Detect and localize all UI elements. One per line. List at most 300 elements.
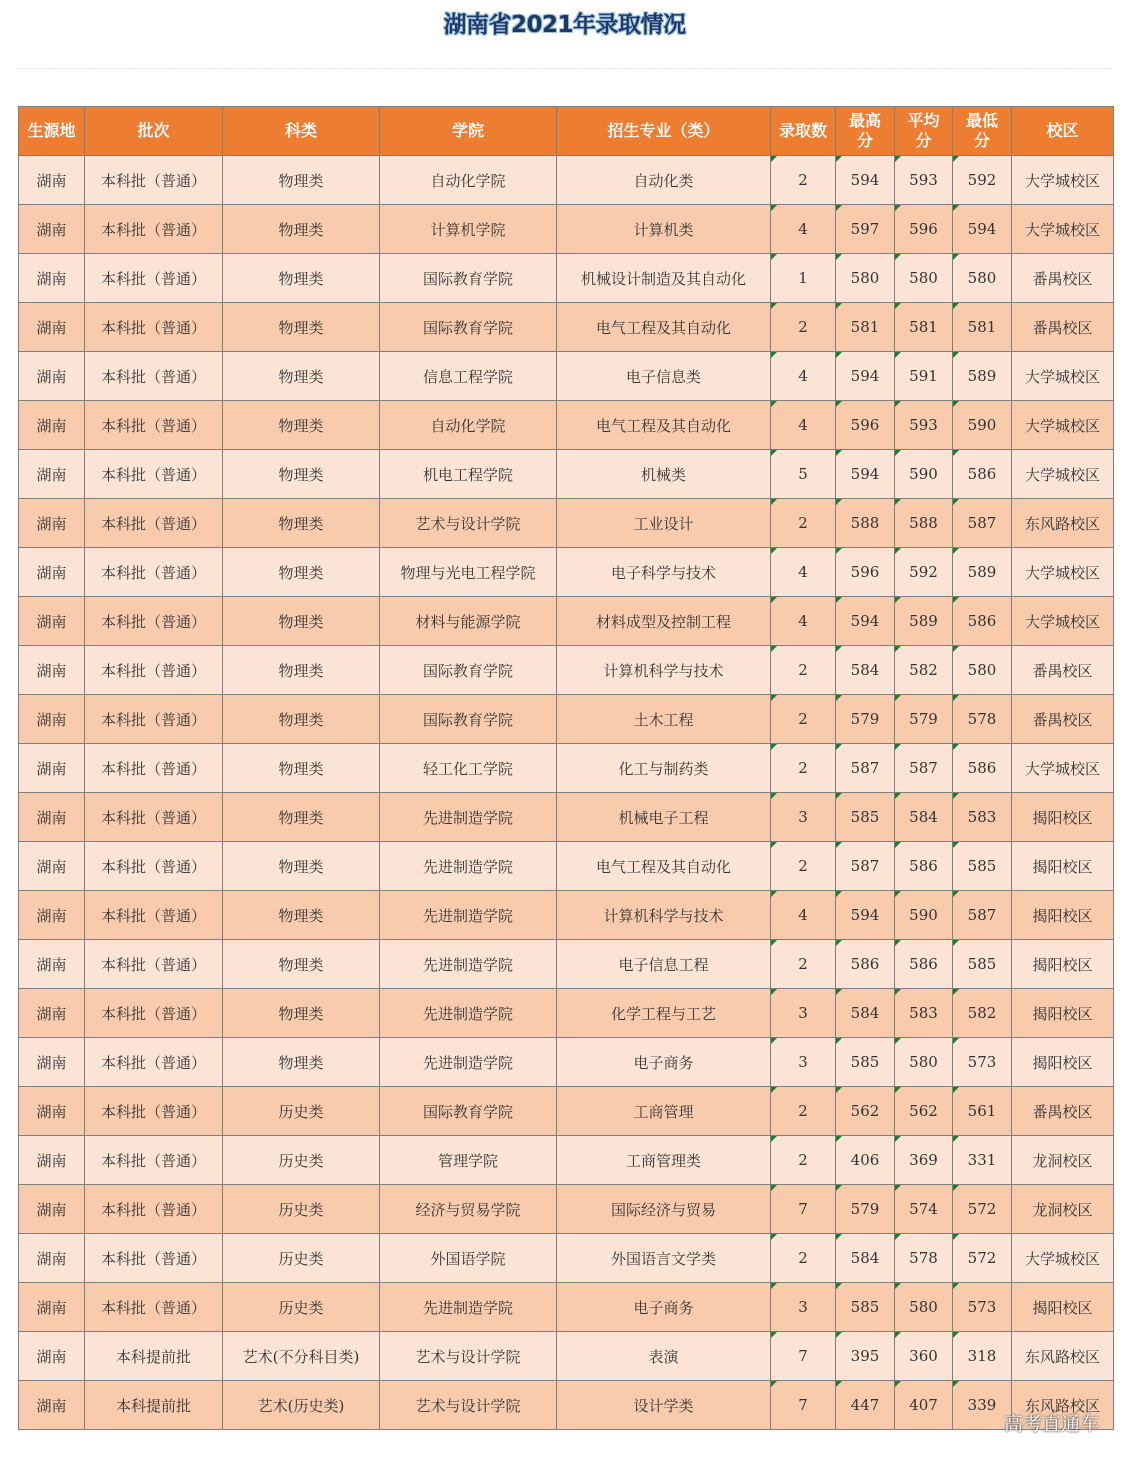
cell-major: 电子商务 — [557, 1283, 771, 1332]
cell-avg-score: 582 — [895, 646, 953, 695]
cell-admitted-count: 3 — [771, 793, 836, 842]
cell-subject-type: 物理类 — [223, 940, 380, 989]
cell-batch: 本科批（普通） — [85, 1136, 223, 1185]
cell-origin: 湖南 — [19, 1283, 85, 1332]
cell-major: 电子信息类 — [557, 352, 771, 401]
cell-batch: 本科批（普通） — [85, 744, 223, 793]
cell-avg-score: 587 — [895, 744, 953, 793]
cell-campus: 番禺校区 — [1012, 254, 1114, 303]
cell-avg-score: 581 — [895, 303, 953, 352]
header-avg-score: 平均 分 — [895, 107, 953, 156]
watermark: 高考直通车 — [1003, 1413, 1099, 1435]
cell-batch: 本科批（普通） — [85, 450, 223, 499]
cell-origin: 湖南 — [19, 254, 85, 303]
cell-campus: 揭阳校区 — [1012, 1283, 1114, 1332]
cell-max-score: 579 — [836, 1185, 895, 1234]
cell-college: 先进制造学院 — [380, 940, 557, 989]
cell-subject-type: 物理类 — [223, 205, 380, 254]
cell-min-score: 589 — [953, 352, 1012, 401]
cell-subject-type: 物理类 — [223, 499, 380, 548]
cell-admitted-count: 7 — [771, 1185, 836, 1234]
cell-subject-type: 物理类 — [223, 744, 380, 793]
cell-origin: 湖南 — [19, 695, 85, 744]
cell-college: 信息工程学院 — [380, 352, 557, 401]
cell-admitted-count: 7 — [771, 1381, 836, 1430]
cell-max-score: 447 — [836, 1381, 895, 1430]
page-title: 湖南省2021年录取情况 — [443, 12, 686, 38]
cell-origin: 湖南 — [19, 597, 85, 646]
cell-admitted-count: 4 — [771, 352, 836, 401]
cell-major: 化工与制药类 — [557, 744, 771, 793]
cell-subject-type: 物理类 — [223, 989, 380, 1038]
cell-campus: 大学城校区 — [1012, 548, 1114, 597]
cell-batch: 本科批（普通） — [85, 1283, 223, 1332]
table-row — [19, 352, 1114, 401]
table-row — [19, 303, 1114, 352]
cell-batch: 本科批（普通） — [85, 401, 223, 450]
cell-major: 设计学类 — [557, 1381, 771, 1430]
cell-min-score: 582 — [953, 989, 1012, 1038]
cell-avg-score: 583 — [895, 989, 953, 1038]
cell-avg-score: 596 — [895, 205, 953, 254]
table-row — [19, 1381, 1114, 1430]
cell-avg-score: 593 — [895, 401, 953, 450]
cell-admitted-count: 3 — [771, 1038, 836, 1087]
cell-avg-score: 586 — [895, 940, 953, 989]
table-row — [19, 744, 1114, 793]
cell-min-score: 589 — [953, 548, 1012, 597]
cell-admitted-count: 1 — [771, 254, 836, 303]
cell-admitted-count: 4 — [771, 597, 836, 646]
cell-min-score: 594 — [953, 205, 1012, 254]
cell-college: 国际教育学院 — [380, 303, 557, 352]
cell-max-score: 562 — [836, 1087, 895, 1136]
table-row — [19, 499, 1114, 548]
header-admitted-count: 录取数 — [771, 107, 836, 156]
table-header-row — [19, 107, 1114, 156]
table-row — [19, 1038, 1114, 1087]
cell-admitted-count: 2 — [771, 940, 836, 989]
cell-avg-score: 580 — [895, 254, 953, 303]
cell-admitted-count: 2 — [771, 646, 836, 695]
cell-college: 自动化学院 — [380, 401, 557, 450]
cell-origin: 湖南 — [19, 499, 85, 548]
cell-campus: 番禺校区 — [1012, 1087, 1114, 1136]
cell-college: 轻工化工学院 — [380, 744, 557, 793]
cell-major: 自动化类 — [557, 156, 771, 205]
cell-college: 经济与贸易学院 — [380, 1185, 557, 1234]
cell-min-score: 590 — [953, 401, 1012, 450]
cell-min-score: 572 — [953, 1234, 1012, 1283]
cell-min-score: 586 — [953, 450, 1012, 499]
cell-origin: 湖南 — [19, 842, 85, 891]
cell-campus: 东风路校区 — [1012, 1332, 1114, 1381]
cell-subject-type: 物理类 — [223, 303, 380, 352]
cell-subject-type: 物理类 — [223, 597, 380, 646]
cell-origin: 湖南 — [19, 1332, 85, 1381]
cell-batch: 本科批（普通） — [85, 254, 223, 303]
cell-min-score: 318 — [953, 1332, 1012, 1381]
cell-min-score: 580 — [953, 254, 1012, 303]
cell-min-score: 339 — [953, 1381, 1012, 1430]
cell-max-score: 594 — [836, 450, 895, 499]
cell-subject-type: 物理类 — [223, 646, 380, 695]
cell-avg-score: 360 — [895, 1332, 953, 1381]
cell-college: 先进制造学院 — [380, 1038, 557, 1087]
cell-admitted-count: 2 — [771, 695, 836, 744]
table-row — [19, 842, 1114, 891]
cell-avg-score: 591 — [895, 352, 953, 401]
cell-admitted-count: 2 — [771, 842, 836, 891]
cell-campus: 揭阳校区 — [1012, 793, 1114, 842]
cell-avg-score: 578 — [895, 1234, 953, 1283]
table-row — [19, 1283, 1114, 1332]
cell-batch: 本科批（普通） — [85, 695, 223, 744]
cell-major: 国际经济与贸易 — [557, 1185, 771, 1234]
cell-min-score: 580 — [953, 646, 1012, 695]
cell-max-score: 584 — [836, 989, 895, 1038]
cell-origin: 湖南 — [19, 1087, 85, 1136]
cell-admitted-count: 4 — [771, 891, 836, 940]
cell-campus: 龙洞校区 — [1012, 1136, 1114, 1185]
admission-table — [18, 106, 1114, 1430]
cell-campus: 大学城校区 — [1012, 597, 1114, 646]
cell-batch: 本科批（普通） — [85, 156, 223, 205]
cell-subject-type: 物理类 — [223, 842, 380, 891]
cell-college: 计算机学院 — [380, 205, 557, 254]
cell-subject-type: 物理类 — [223, 352, 380, 401]
cell-campus: 大学城校区 — [1012, 450, 1114, 499]
cell-campus: 大学城校区 — [1012, 352, 1114, 401]
cell-major: 外国语言文学类 — [557, 1234, 771, 1283]
cell-admitted-count: 2 — [771, 156, 836, 205]
cell-avg-score: 589 — [895, 597, 953, 646]
cell-college: 物理与光电工程学院 — [380, 548, 557, 597]
cell-major: 土木工程 — [557, 695, 771, 744]
header-max-score: 最高 分 — [836, 107, 895, 156]
cell-avg-score: 592 — [895, 548, 953, 597]
cell-origin: 湖南 — [19, 548, 85, 597]
header-subject-type: 科类 — [223, 107, 380, 156]
cell-admitted-count: 2 — [771, 303, 836, 352]
cell-subject-type: 物理类 — [223, 793, 380, 842]
cell-min-score: 331 — [953, 1136, 1012, 1185]
cell-college: 先进制造学院 — [380, 891, 557, 940]
cell-college: 艺术与设计学院 — [380, 499, 557, 548]
header-min-score: 最低 分 — [953, 107, 1012, 156]
table-row — [19, 1234, 1114, 1283]
cell-admitted-count: 5 — [771, 450, 836, 499]
cell-min-score: 578 — [953, 695, 1012, 744]
table-row — [19, 254, 1114, 303]
cell-major: 工商管理类 — [557, 1136, 771, 1185]
cell-admitted-count: 2 — [771, 1087, 836, 1136]
cell-max-score: 584 — [836, 646, 895, 695]
cell-major: 电子信息工程 — [557, 940, 771, 989]
cell-max-score: 588 — [836, 499, 895, 548]
cell-subject-type: 物理类 — [223, 401, 380, 450]
cell-min-score: 592 — [953, 156, 1012, 205]
cell-max-score: 587 — [836, 842, 895, 891]
table-row — [19, 548, 1114, 597]
cell-subject-type: 历史类 — [223, 1185, 380, 1234]
cell-origin: 湖南 — [19, 205, 85, 254]
cell-college: 先进制造学院 — [380, 989, 557, 1038]
cell-max-score: 581 — [836, 303, 895, 352]
cell-campus: 大学城校区 — [1012, 1234, 1114, 1283]
cell-batch: 本科批（普通） — [85, 793, 223, 842]
cell-max-score: 597 — [836, 205, 895, 254]
cell-college: 外国语学院 — [380, 1234, 557, 1283]
cell-campus: 大学城校区 — [1012, 401, 1114, 450]
table-row — [19, 450, 1114, 499]
cell-campus: 番禺校区 — [1012, 303, 1114, 352]
cell-major: 工商管理 — [557, 1087, 771, 1136]
table-row — [19, 646, 1114, 695]
header-origin: 生源地 — [19, 107, 85, 156]
cell-batch: 本科批（普通） — [85, 205, 223, 254]
cell-subject-type: 艺术(不分科目类) — [223, 1332, 380, 1381]
cell-batch: 本科批（普通） — [85, 842, 223, 891]
cell-min-score: 572 — [953, 1185, 1012, 1234]
cell-major: 材料成型及控制工程 — [557, 597, 771, 646]
cell-max-score: 594 — [836, 352, 895, 401]
cell-min-score: 586 — [953, 744, 1012, 793]
table-row — [19, 793, 1114, 842]
cell-admitted-count: 3 — [771, 1283, 836, 1332]
cell-major: 电子商务 — [557, 1038, 771, 1087]
table-row — [19, 1087, 1114, 1136]
cell-max-score: 585 — [836, 1283, 895, 1332]
cell-college: 材料与能源学院 — [380, 597, 557, 646]
table-row — [19, 1136, 1114, 1185]
cell-campus: 揭阳校区 — [1012, 891, 1114, 940]
cell-min-score: 581 — [953, 303, 1012, 352]
cell-batch: 本科提前批 — [85, 1332, 223, 1381]
header-batch: 批次 — [85, 107, 223, 156]
cell-avg-score: 407 — [895, 1381, 953, 1430]
cell-min-score: 585 — [953, 842, 1012, 891]
cell-subject-type: 历史类 — [223, 1234, 380, 1283]
cell-avg-score: 574 — [895, 1185, 953, 1234]
cell-major: 电气工程及其自动化 — [557, 842, 771, 891]
cell-avg-score: 588 — [895, 499, 953, 548]
cell-subject-type: 历史类 — [223, 1087, 380, 1136]
cell-major: 工业设计 — [557, 499, 771, 548]
cell-max-score: 594 — [836, 156, 895, 205]
cell-admitted-count: 2 — [771, 744, 836, 793]
table-row — [19, 989, 1114, 1038]
cell-max-score: 585 — [836, 1038, 895, 1087]
table-row — [19, 891, 1114, 940]
cell-subject-type: 物理类 — [223, 1038, 380, 1087]
cell-admitted-count: 2 — [771, 1136, 836, 1185]
cell-subject-type: 历史类 — [223, 1283, 380, 1332]
table-body — [19, 156, 1114, 1430]
cell-admitted-count: 2 — [771, 499, 836, 548]
cell-subject-type: 物理类 — [223, 450, 380, 499]
table-row — [19, 1185, 1114, 1234]
table-row — [19, 695, 1114, 744]
cell-batch: 本科批（普通） — [85, 1087, 223, 1136]
cell-origin: 湖南 — [19, 744, 85, 793]
cell-major: 计算机科学与技术 — [557, 891, 771, 940]
cell-origin: 湖南 — [19, 156, 85, 205]
cell-college: 国际教育学院 — [380, 695, 557, 744]
table-row — [19, 156, 1114, 205]
cell-campus: 大学城校区 — [1012, 744, 1114, 793]
cell-avg-score: 590 — [895, 891, 953, 940]
cell-college: 国际教育学院 — [380, 646, 557, 695]
cell-avg-score: 593 — [895, 156, 953, 205]
cell-origin: 湖南 — [19, 793, 85, 842]
header-campus: 校区 — [1012, 107, 1114, 156]
cell-campus: 大学城校区 — [1012, 156, 1114, 205]
cell-major: 电气工程及其自动化 — [557, 401, 771, 450]
cell-admitted-count: 4 — [771, 548, 836, 597]
header-major: 招生专业（类） — [557, 107, 771, 156]
cell-batch: 本科批（普通） — [85, 597, 223, 646]
cell-campus: 大学城校区 — [1012, 205, 1114, 254]
cell-batch: 本科批（普通） — [85, 891, 223, 940]
cell-max-score: 594 — [836, 597, 895, 646]
cell-college: 机电工程学院 — [380, 450, 557, 499]
cell-origin: 湖南 — [19, 940, 85, 989]
table-row — [19, 597, 1114, 646]
cell-major: 电子科学与技术 — [557, 548, 771, 597]
cell-college: 先进制造学院 — [380, 793, 557, 842]
cell-college: 艺术与设计学院 — [380, 1381, 557, 1430]
cell-max-score: 596 — [836, 548, 895, 597]
cell-batch: 本科批（普通） — [85, 1038, 223, 1087]
cell-avg-score: 584 — [895, 793, 953, 842]
cell-min-score: 586 — [953, 597, 1012, 646]
cell-max-score: 585 — [836, 793, 895, 842]
cell-subject-type: 物理类 — [223, 548, 380, 597]
cell-min-score: 585 — [953, 940, 1012, 989]
table-row — [19, 205, 1114, 254]
cell-college: 国际教育学院 — [380, 254, 557, 303]
cell-campus: 揭阳校区 — [1012, 940, 1114, 989]
cell-major: 机械设计制造及其自动化 — [557, 254, 771, 303]
cell-max-score: 579 — [836, 695, 895, 744]
cell-college: 国际教育学院 — [380, 1087, 557, 1136]
cell-origin: 湖南 — [19, 891, 85, 940]
cell-origin: 湖南 — [19, 352, 85, 401]
cell-batch: 本科批（普通） — [85, 548, 223, 597]
cell-campus: 揭阳校区 — [1012, 842, 1114, 891]
cell-origin: 湖南 — [19, 303, 85, 352]
cell-college: 先进制造学院 — [380, 842, 557, 891]
cell-campus: 揭阳校区 — [1012, 989, 1114, 1038]
cell-max-score: 587 — [836, 744, 895, 793]
cell-max-score: 395 — [836, 1332, 895, 1381]
cell-college: 艺术与设计学院 — [380, 1332, 557, 1381]
cell-max-score: 580 — [836, 254, 895, 303]
cell-campus: 东风路校区 — [1012, 1381, 1114, 1430]
table-row — [19, 1332, 1114, 1381]
cell-batch: 本科批（普通） — [85, 303, 223, 352]
cell-avg-score: 562 — [895, 1087, 953, 1136]
cell-college: 自动化学院 — [380, 156, 557, 205]
cell-min-score: 561 — [953, 1087, 1012, 1136]
cell-avg-score: 580 — [895, 1038, 953, 1087]
cell-subject-type: 物理类 — [223, 156, 380, 205]
cell-avg-score: 590 — [895, 450, 953, 499]
cell-max-score: 586 — [836, 940, 895, 989]
cell-max-score: 406 — [836, 1136, 895, 1185]
divider — [18, 68, 1112, 69]
cell-college: 先进制造学院 — [380, 1283, 557, 1332]
cell-avg-score: 579 — [895, 695, 953, 744]
cell-major: 化学工程与工艺 — [557, 989, 771, 1038]
cell-subject-type: 物理类 — [223, 891, 380, 940]
cell-admitted-count: 4 — [771, 401, 836, 450]
table-row — [19, 401, 1114, 450]
cell-origin: 湖南 — [19, 1038, 85, 1087]
cell-min-score: 587 — [953, 499, 1012, 548]
cell-major: 计算机类 — [557, 205, 771, 254]
cell-min-score: 583 — [953, 793, 1012, 842]
cell-origin: 湖南 — [19, 1234, 85, 1283]
cell-major: 计算机科学与技术 — [557, 646, 771, 695]
cell-college: 管理学院 — [380, 1136, 557, 1185]
cell-batch: 本科提前批 — [85, 1381, 223, 1430]
cell-max-score: 596 — [836, 401, 895, 450]
cell-subject-type: 历史类 — [223, 1136, 380, 1185]
cell-subject-type: 物理类 — [223, 695, 380, 744]
table-row — [19, 940, 1114, 989]
cell-batch: 本科批（普通） — [85, 1185, 223, 1234]
cell-admitted-count: 4 — [771, 205, 836, 254]
cell-avg-score: 580 — [895, 1283, 953, 1332]
cell-origin: 湖南 — [19, 1136, 85, 1185]
cell-max-score: 584 — [836, 1234, 895, 1283]
cell-origin: 湖南 — [19, 1381, 85, 1430]
cell-origin: 湖南 — [19, 646, 85, 695]
cell-batch: 本科批（普通） — [85, 352, 223, 401]
cell-admitted-count: 3 — [771, 989, 836, 1038]
cell-campus: 东风路校区 — [1012, 499, 1114, 548]
cell-subject-type: 物理类 — [223, 254, 380, 303]
cell-major: 电气工程及其自动化 — [557, 303, 771, 352]
cell-min-score: 587 — [953, 891, 1012, 940]
cell-admitted-count: 2 — [771, 1234, 836, 1283]
cell-campus: 番禺校区 — [1012, 695, 1114, 744]
header-college: 学院 — [380, 107, 557, 156]
cell-major: 机械电子工程 — [557, 793, 771, 842]
cell-max-score: 594 — [836, 891, 895, 940]
cell-origin: 湖南 — [19, 450, 85, 499]
cell-batch: 本科批（普通） — [85, 1234, 223, 1283]
cell-batch: 本科批（普通） — [85, 646, 223, 695]
cell-campus: 龙洞校区 — [1012, 1185, 1114, 1234]
cell-campus: 揭阳校区 — [1012, 1038, 1114, 1087]
cell-origin: 湖南 — [19, 1185, 85, 1234]
cell-avg-score: 369 — [895, 1136, 953, 1185]
cell-avg-score: 586 — [895, 842, 953, 891]
cell-batch: 本科批（普通） — [85, 989, 223, 1038]
cell-min-score: 573 — [953, 1038, 1012, 1087]
cell-major: 机械类 — [557, 450, 771, 499]
cell-major: 表演 — [557, 1332, 771, 1381]
cell-batch: 本科批（普通） — [85, 940, 223, 989]
cell-campus: 番禺校区 — [1012, 646, 1114, 695]
cell-min-score: 573 — [953, 1283, 1012, 1332]
cell-batch: 本科批（普通） — [85, 499, 223, 548]
cell-subject-type: 艺术(历史类) — [223, 1381, 380, 1430]
cell-admitted-count: 7 — [771, 1332, 836, 1381]
